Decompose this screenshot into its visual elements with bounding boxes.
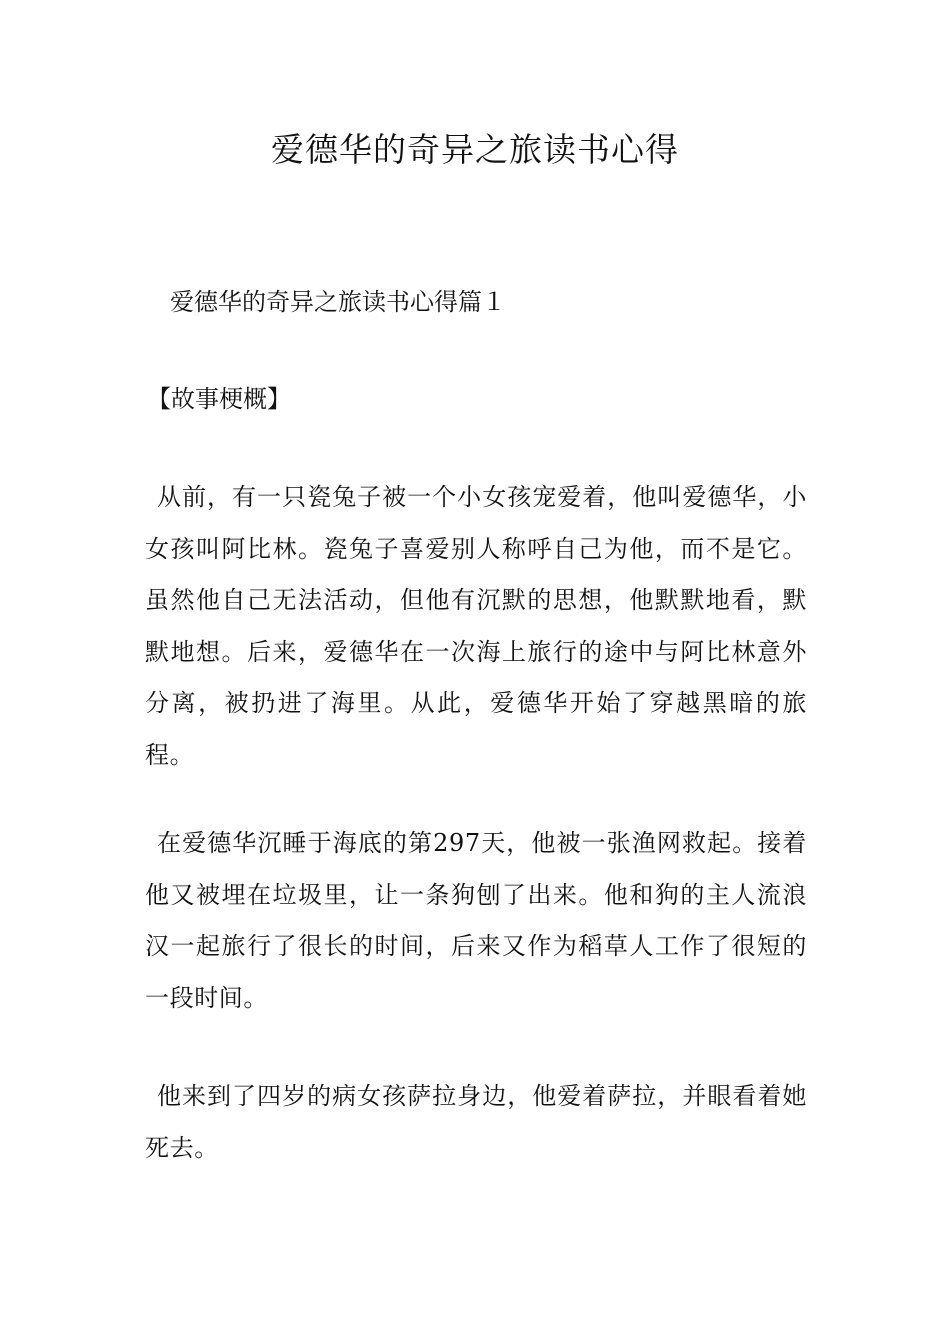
section-heading: 【故事梗概】 [147, 385, 291, 413]
document-subtitle: 爱德华的奇异之旅读书心得篇１ [170, 288, 506, 316]
document-title: 爱德华的奇异之旅读书心得 [271, 130, 679, 169]
paragraph: 他来到了四岁的病女孩萨拉身边，他爱着萨拉，并眼看着她死去。 [145, 1082, 807, 1162]
paragraph: 在爱德华沉睡于海底的第297天，他被一张渔网救起。接着他又被埋在垃圾里，让一条狗刨了出来。他和狗的主人流浪汉一起旅行了很长的时间，后来又作为稻草人工作了很短的一段时间。 [145, 829, 807, 1012]
paragraph: 从前，有一只瓷兔子被一个小女孩宠爱着，他叫爱德华，小女孩叫阿比林。瓷兔子喜爱别人称呼自己为他，而不是它。虽然他自己无法活动，但他有沉默的思想，他默默地看，默默地想。后来，爱德华在一次海上旅行的途中与阿比林意外分离，被扔进了海里。从此，爱德华开始了穿越黑暗的旅程。 [145, 483, 807, 769]
